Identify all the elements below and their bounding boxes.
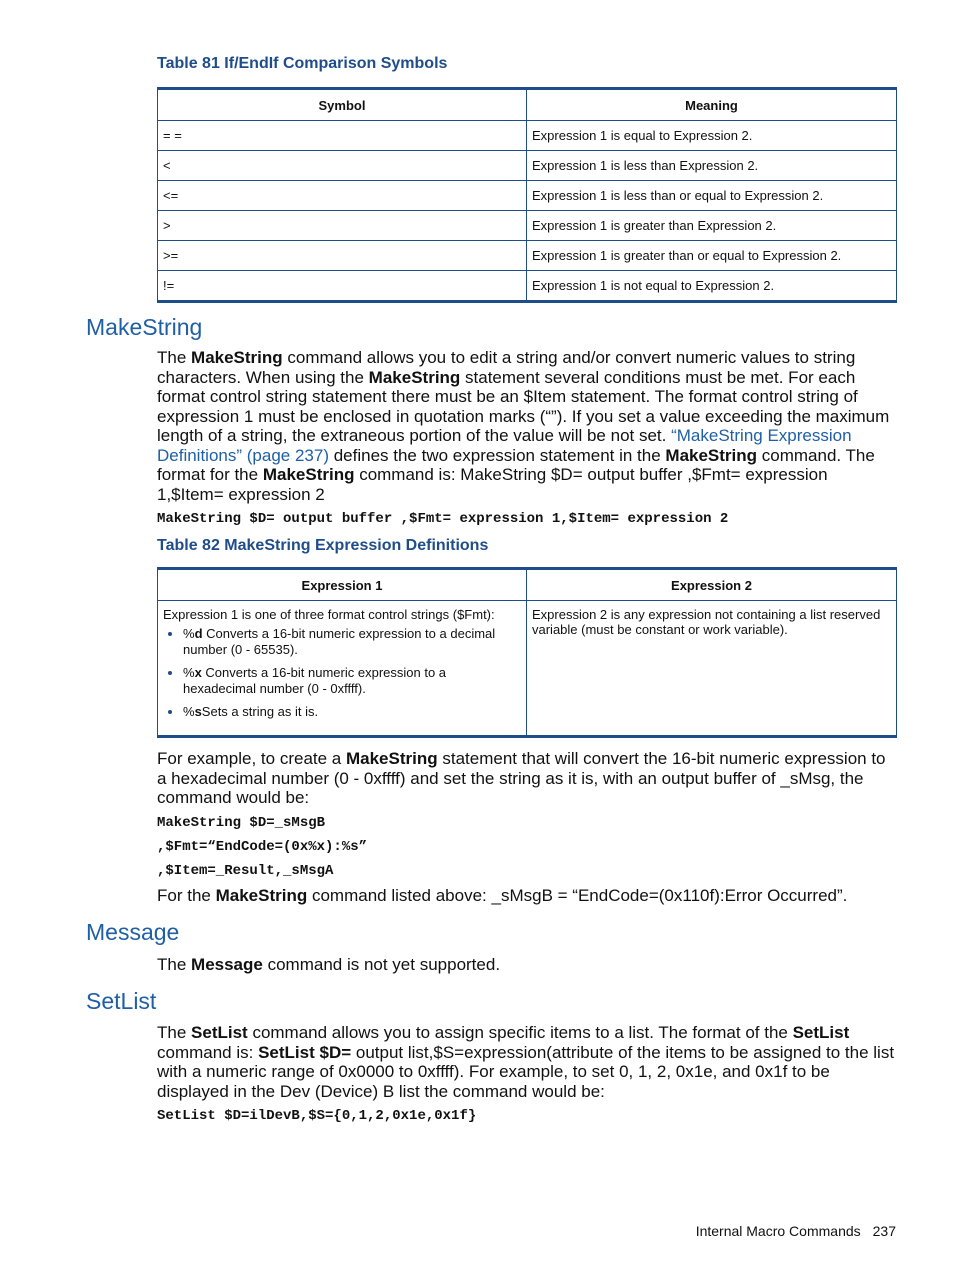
symbol-cell: < <box>158 151 527 181</box>
text-run: output list,$S=expression(attribute of the items to be assigned to the list with a numeric range of 0x0000 to 0xffff). For example, to set 0, 1, 2, 0x1e, and 0x1f to be displayed in the Dev (Device) B list the command would be: <box>157 1042 895 1101</box>
text-run: command is: <box>157 1042 259 1062</box>
meaning-cell: Expression 1 is not equal to Expression 2. <box>527 271 897 302</box>
text-run: Converts a 16-bit numeric expression to a decimal number (0 - 65535). <box>183 626 496 657</box>
makestring-definitions-link[interactable]: “MakeString Expression Definitions” (page 237) <box>157 426 852 465</box>
table-row <box>158 151 897 181</box>
message-heading: Message <box>86 919 180 945</box>
text-run: The <box>157 348 192 367</box>
text-run: % <box>183 704 195 719</box>
text-run: command. The format for the <box>157 445 875 484</box>
meaning-cell: Expression 1 is equal to Expression 2. <box>527 121 897 151</box>
command-name: SetList <box>792 1023 850 1042</box>
setlist-code: SetList $D=ilDevB,$S={0,1,2,0x1e,0x1f} <box>157 1108 477 1124</box>
example-paragraph <box>157 749 897 808</box>
symbol-cell: != <box>158 271 527 302</box>
message-paragraph <box>157 955 897 975</box>
command-name: MakeString <box>345 749 438 768</box>
command-name: Message <box>191 955 263 974</box>
format-code: d <box>194 626 203 641</box>
text-run: Converts a 16-bit numeric expression to a hexadecimal number (0 - 0xffff). <box>183 665 447 696</box>
page-number: 237 <box>872 1223 896 1239</box>
meaning-cell: Expression 1 is greater than Expression 2. <box>527 211 897 241</box>
format-list <box>163 626 521 720</box>
text-run: statement several conditions must be met. For each format control string statement there must be an $Item statement. The format control string of expression 1 must be enclosed in quotation marks (“”). If you set a value exceeding the maximum length of a string, the extraneous portion of the value will be not set. <box>157 367 890 445</box>
text-run: % <box>183 665 195 680</box>
text-run: % <box>183 626 195 641</box>
table-81-caption: Table 81 If/EndIf Comparison Symbols <box>157 55 448 72</box>
example-result-paragraph <box>157 886 897 906</box>
text-run: command allows you to edit a string and/or convert numeric values to string characters. When using the <box>157 348 856 387</box>
command-name: MakeString <box>215 886 308 905</box>
text-run: The <box>157 1023 192 1042</box>
page-footer <box>684 1223 896 1239</box>
text-run: command allows you to assign specific items to a list. The format of the <box>247 1023 793 1042</box>
expression-1-intro: Expression 1 is one of three format control strings ($Fmt): <box>163 607 495 622</box>
text-run: For the <box>157 886 216 905</box>
table-row <box>158 241 897 271</box>
example-code-line-2: ,$Fmt=“EndCode=(0x%x):%s” <box>157 839 368 855</box>
text-run: command is: MakeString $D= output buffer ,$Fmt= expression 1,$Item= expression 2 <box>157 465 828 504</box>
expression-2-cell: Expression 2 is any expression not containing a list reserved variable (must be constant or work variable). <box>527 601 897 737</box>
makestring-format-code: MakeString $D= output buffer ,$Fmt= expression 1,$Item= expression 2 <box>157 511 729 527</box>
symbol-cell: >= <box>158 241 527 271</box>
symbol-cell: > <box>158 211 527 241</box>
text-run: For example, to create a <box>157 749 346 768</box>
text-run: Sets a string as it is. <box>201 704 319 719</box>
format-code: s <box>194 704 202 719</box>
command-name: MakeString <box>368 367 461 387</box>
text-run: command listed above: _sMsgB = “EndCode=(0x110f):Error Occurred”. <box>307 886 848 905</box>
text-run: The <box>157 955 192 974</box>
table-row <box>158 211 897 241</box>
command-name: MakeString <box>191 348 283 367</box>
meaning-cell: Expression 1 is less than Expression 2. <box>527 151 897 181</box>
list-item <box>183 665 521 697</box>
format-code: x <box>194 665 202 680</box>
setlist-heading: SetList <box>86 988 157 1014</box>
symbol-cell: = = <box>158 121 527 151</box>
example-code-line-3: ,$Item=_Result,_sMsgA <box>157 863 334 879</box>
table-row <box>158 271 897 302</box>
symbol-cell: <= <box>158 181 527 211</box>
text-run: defines the two expression statement in the <box>328 445 666 465</box>
meaning-cell: Expression 1 is less than or equal to Expression 2. <box>527 181 897 211</box>
list-item <box>183 704 521 720</box>
setlist-paragraph <box>157 1023 897 1101</box>
column-header-symbol: Symbol <box>158 89 527 121</box>
text-run: command is not yet supported. <box>262 955 501 974</box>
table-row <box>158 121 897 151</box>
expression-definitions-table <box>157 567 897 738</box>
makestring-intro-paragraph <box>157 348 897 504</box>
command-name: MakeString <box>262 465 355 484</box>
table-row <box>158 601 897 737</box>
column-header-expression-2: Expression 2 <box>527 569 897 601</box>
table-82-caption: Table 82 MakeString Expression Definitions <box>157 537 489 554</box>
table-row <box>158 181 897 211</box>
column-header-expression-1: Expression 1 <box>158 569 527 601</box>
command-name: MakeString <box>665 445 758 465</box>
expression-1-cell <box>158 601 527 737</box>
meaning-cell: Expression 1 is greater than or equal to Expression 2. <box>527 241 897 271</box>
column-header-meaning: Meaning <box>527 89 897 121</box>
text-run: statement that will convert the 16-bit numeric expression to a hexadecimal number (0 - 0xffff) and set the string as it is, with an output buffer of _sMsg, the command would be: <box>157 749 886 807</box>
footer-section-title: Internal Macro Commands <box>695 1223 861 1239</box>
makestring-heading: MakeString <box>86 314 203 340</box>
example-code-line-1: MakeString $D=_sMsgB <box>157 815 326 831</box>
command-name: SetList <box>191 1023 248 1042</box>
comparison-symbols-table <box>157 87 897 303</box>
list-item <box>183 626 521 658</box>
command-syntax: SetList $D= <box>258 1042 352 1062</box>
